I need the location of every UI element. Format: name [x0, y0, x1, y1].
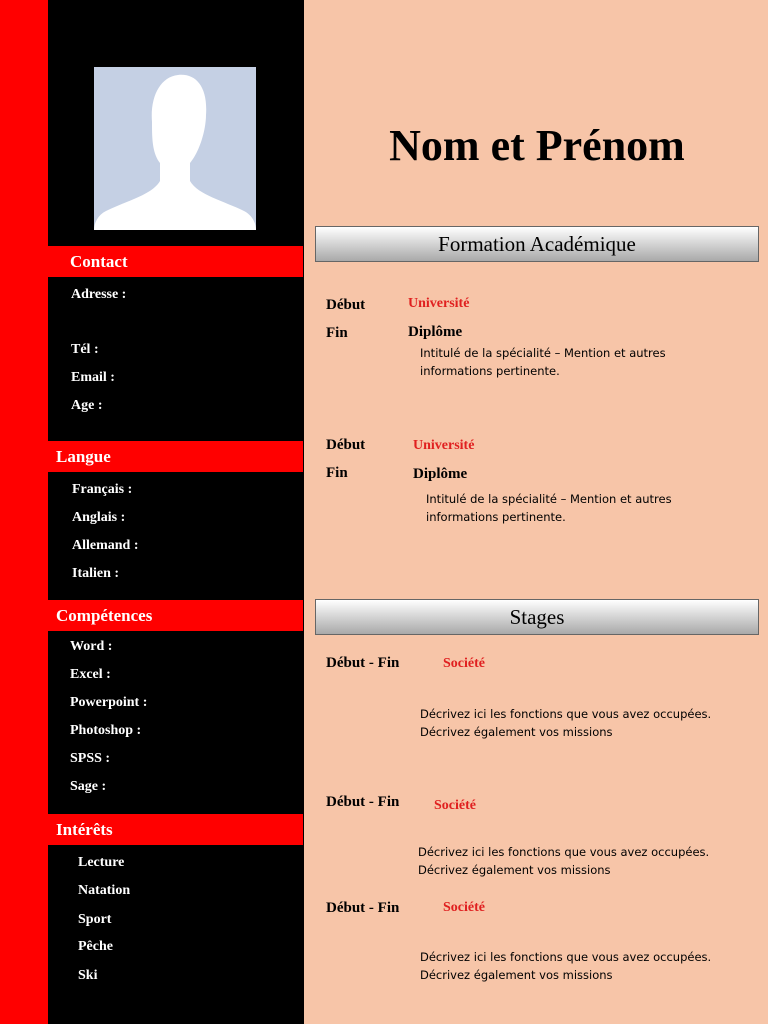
interet-item: Natation [78, 883, 131, 898]
formation-university: Université [408, 296, 470, 311]
formation-diploma: Diplôme [413, 466, 468, 482]
stage-company: Société [443, 900, 485, 915]
competence-item: SPSS : [70, 751, 111, 766]
stage-description-line: Décrivez ici les fonctions que vous avez occupées. [420, 707, 712, 721]
stage-description-line: Décrivez également vos missions [418, 863, 611, 877]
interet-item: Pêche [78, 939, 113, 954]
formation-description-line: informations pertinente. [420, 364, 560, 378]
langue-heading: Langue [48, 441, 303, 472]
formation-description-line: Intitulé de la spécialité – Mention et autres [420, 346, 666, 360]
formation-university: Université [413, 438, 475, 453]
contact-age-label: Age : [71, 398, 103, 413]
stages-heading: Stages [315, 599, 759, 635]
contact-heading: Contact [48, 246, 303, 277]
formation-heading: Formation Académique [315, 226, 759, 262]
stage-dates: Début - Fin [326, 655, 400, 671]
profile-photo-placeholder [94, 67, 256, 230]
interet-item: Lecture [78, 855, 125, 870]
stage-description-line: Décrivez également vos missions [420, 725, 613, 739]
formation-debut-label: Début [326, 297, 366, 313]
competence-item: Word : [70, 639, 113, 654]
stage-description-line: Décrivez ici les fonctions que vous avez occupées. [420, 950, 712, 964]
stage-dates: Début - Fin [326, 900, 400, 916]
langue-item: Anglais : [72, 510, 126, 525]
langue-item: Allemand : [72, 538, 139, 553]
competence-item: Powerpoint : [70, 695, 148, 710]
contact-address-label: Adresse : [71, 287, 127, 302]
stage-company: Société [443, 656, 485, 671]
interet-item: Sport [78, 912, 112, 927]
stage-description-line: Décrivez également vos missions [420, 968, 613, 982]
person-silhouette-icon [94, 67, 256, 230]
red-side-strip [0, 0, 48, 1024]
formation-diploma: Diplôme [408, 324, 463, 340]
formation-description-line: informations pertinente. [426, 510, 566, 524]
competence-item: Excel : [70, 667, 111, 682]
stage-dates: Début - Fin [326, 794, 400, 810]
page-title: Nom et Prénom [389, 121, 685, 170]
stage-company: Société [434, 798, 476, 813]
interets-heading: Intérêts [48, 814, 303, 845]
formation-fin-label: Fin [326, 325, 348, 341]
formation-fin-label: Fin [326, 465, 348, 481]
stage-description-line: Décrivez ici les fonctions que vous avez occupées. [418, 845, 710, 859]
interet-item: Ski [78, 968, 98, 983]
competences-heading: Compétences [48, 600, 303, 631]
formation-debut-label: Début [326, 437, 366, 453]
competence-item: Photoshop : [70, 723, 142, 738]
competence-item: Sage : [70, 779, 107, 794]
langue-item: Italien : [72, 566, 120, 581]
contact-phone-label: Tél : [71, 342, 99, 357]
contact-email-label: Email : [71, 370, 115, 385]
langue-item: Français : [72, 482, 133, 497]
formation-description-line: Intitulé de la spécialité – Mention et autres [426, 492, 672, 506]
